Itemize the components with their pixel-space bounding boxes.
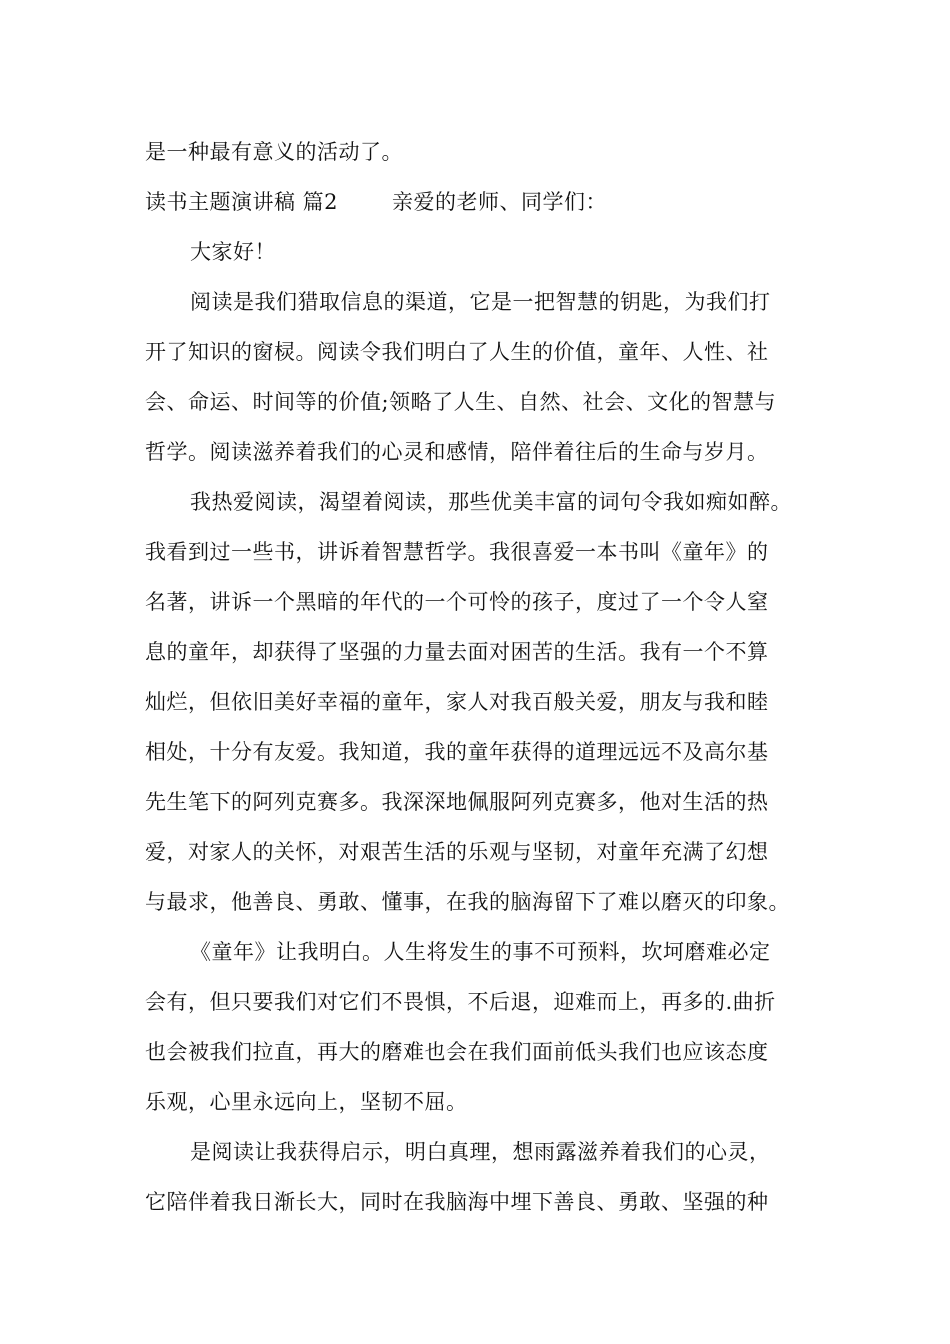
paragraph-line: 名著，讲诉一个黑暗的年代的一个可怜的孩子，度过了一个令人窒: [145, 590, 769, 614]
paragraph-line: 我看到过一些书，讲诉着智慧哲学。我很喜爱一本书叫《童年》的: [145, 540, 769, 564]
paragraph-line: 也会被我们拉直，再大的磨难也会在我们面前低头我们也应该态度: [145, 1040, 769, 1064]
paragraph-line: 相处，十分有友爱。我知道，我的童年获得的道理远远不及高尔基: [145, 740, 769, 764]
paragraph-line: 阅读是我们猎取信息的渠道，它是一把智慧的钥匙，为我们打: [190, 290, 771, 314]
section-heading: 读书主题演讲稿 篇2: [145, 190, 339, 214]
paragraph-line: 灿烂，但依旧美好幸福的童年，家人对我百般关爱，朋友与我和睦: [145, 690, 769, 714]
paragraph-line: 哲学。阅读滋养着我们的心灵和感情，陪伴着往后的生命与岁月。: [145, 440, 769, 464]
paragraph-line: 乐观，心里永远向上，坚韧不屈。: [145, 1090, 468, 1114]
paragraph-line: 开了知识的窗棂。阅读令我们明白了人生的价值，童年、人性、社: [145, 340, 769, 364]
opening-line: 是一种最有意义的活动了。: [145, 140, 403, 164]
paragraph-line: 先生笔下的阿列克赛多。我深深地佩服阿列克赛多，他对生活的热: [145, 790, 769, 814]
paragraph-line: 爱，对家人的关怀，对艰苦生活的乐观与坚韧，对童年充满了幻想: [145, 840, 769, 864]
paragraph-line: 我热爱阅读，渴望着阅读，那些优美丰富的词句令我如痴如醉。: [190, 490, 792, 514]
paragraph-line: 是阅读让我获得启示，明白真理，想雨露滋养着我们的心灵，: [190, 1140, 771, 1164]
paragraph-line: 《童年》让我明白。人生将发生的事不可预料，坎坷磨难必定: [190, 940, 771, 964]
paragraph-line: 会、命运、时间等的价值;领略了人生、自然、社会、文化的智慧与: [145, 390, 777, 414]
paragraph-line: 与最求，他善良、勇敢、懂事，在我的脑海留下了难以磨灭的印象。: [145, 890, 790, 914]
paragraph-line: 它陪伴着我日渐长大，同时在我脑海中埋下善良、勇敢、坚强的种: [145, 1190, 769, 1214]
salutation: 亲爱的老师、同学们：: [392, 190, 607, 214]
paragraph-line: 会有，但只要我们对它们不畏惧，不后退，迎难而上，再多的.曲折: [145, 990, 776, 1014]
paragraph-line: 息的童年，却获得了坚强的力量去面对困苦的生活。我有一个不算: [145, 640, 769, 664]
greeting: 大家好！: [190, 240, 276, 264]
